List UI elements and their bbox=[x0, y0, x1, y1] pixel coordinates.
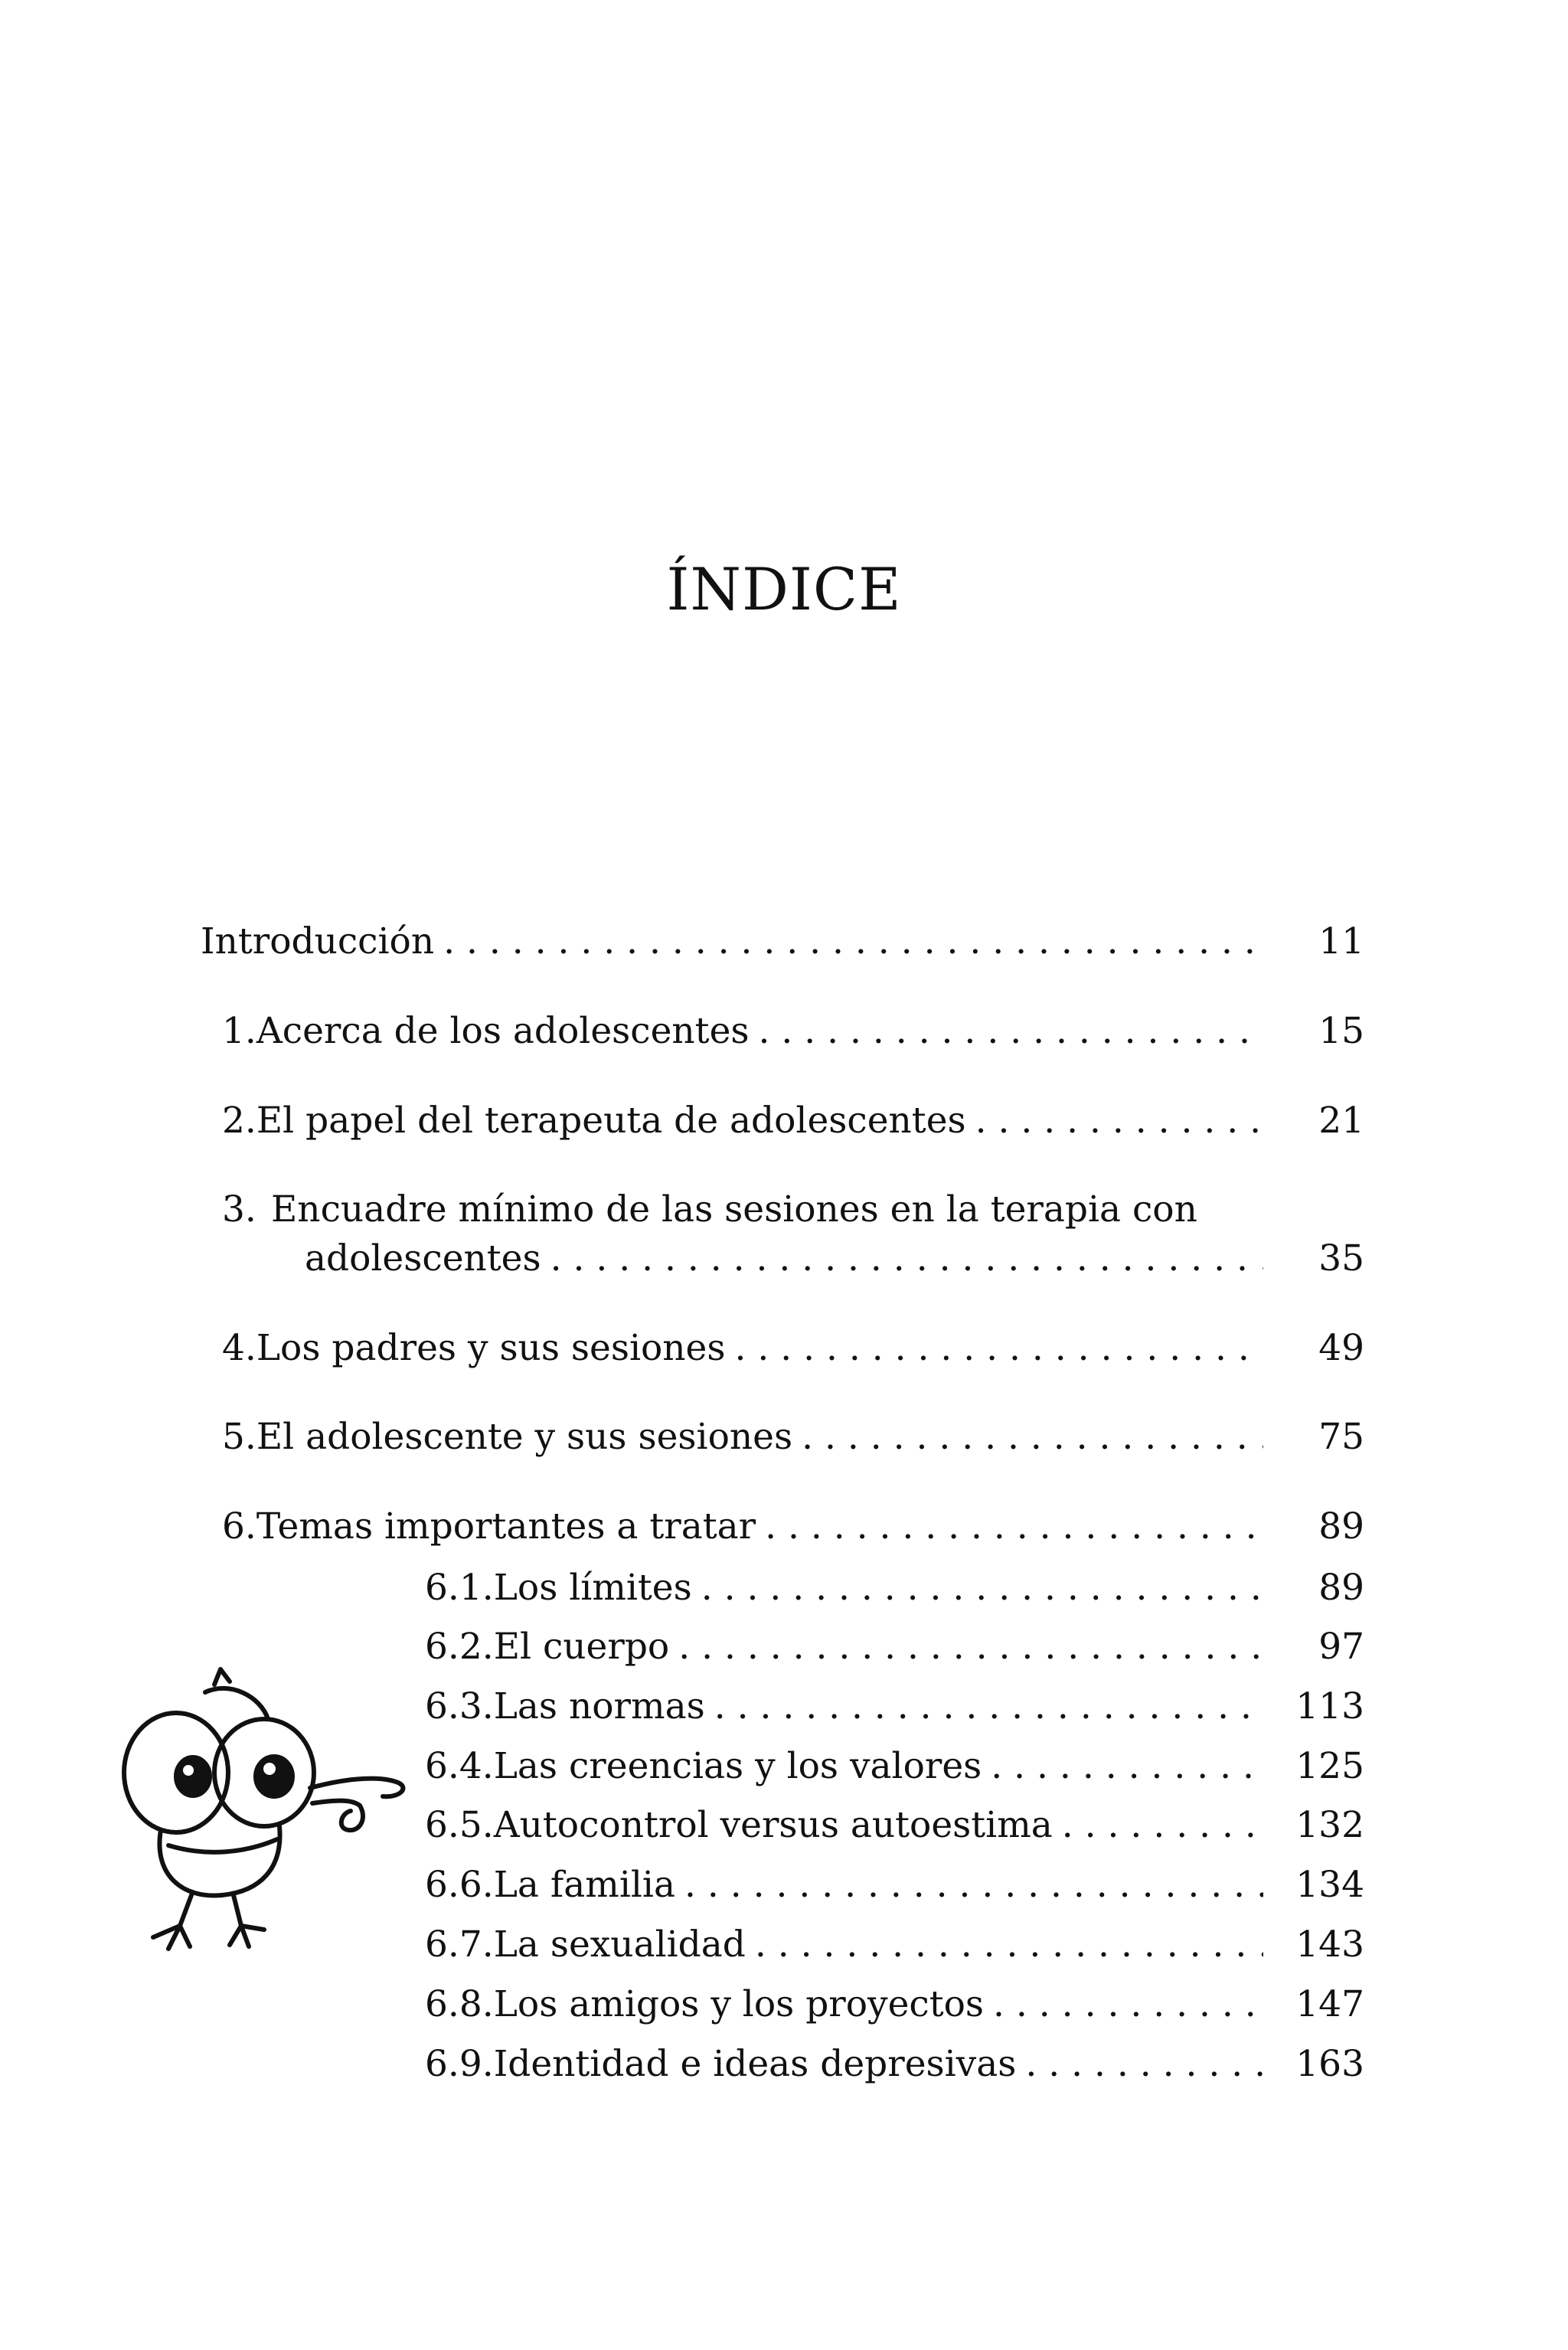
leader-dots bbox=[550, 1236, 1263, 1282]
toc-entry-page: 97 bbox=[1318, 1626, 1364, 1668]
toc-entry-number: 6.9. bbox=[425, 2043, 494, 2085]
toc-entry-3[interactable] bbox=[305, 1236, 1272, 1282]
leader-dots bbox=[443, 919, 1263, 965]
pointing-bird-icon bbox=[107, 1662, 413, 1983]
toc-subentry-6-8[interactable] bbox=[425, 1982, 1272, 2028]
toc-entry-number: 1. bbox=[222, 1010, 256, 1052]
toc-entry-page: 75 bbox=[1318, 1416, 1364, 1458]
toc-entry-label: Autocontrol versus autoestima bbox=[493, 1804, 1053, 1846]
toc-entry-label: Encuadre mínimo de las sesiones en la terapia con bbox=[271, 1188, 1197, 1231]
toc-entry-label: Las creencias y los valores bbox=[493, 1745, 982, 1787]
toc-entry-label: Identidad e ideas depresivas bbox=[493, 2043, 1017, 2085]
leader-dots bbox=[991, 1744, 1263, 1789]
toc-entry-page: 125 bbox=[1295, 1745, 1364, 1787]
toc-entry-label: Los padres y sus sesiones bbox=[256, 1327, 726, 1369]
toc-entry-number: 6.4. bbox=[425, 1745, 494, 1787]
toc-entry-label: La familia bbox=[493, 1864, 675, 1906]
toc-entry-6[interactable] bbox=[222, 1504, 1272, 1550]
toc-entry-5[interactable] bbox=[222, 1414, 1272, 1460]
toc-entry-page: 163 bbox=[1295, 2043, 1364, 2085]
toc-entry-intro[interactable] bbox=[201, 919, 1272, 965]
leader-dots bbox=[802, 1414, 1263, 1460]
toc-entry-label: El papel del terapeuta de adolescentes bbox=[256, 1100, 966, 1142]
toc-entry-page: 21 bbox=[1318, 1100, 1364, 1142]
toc-entry-page: 143 bbox=[1295, 1923, 1364, 1966]
toc-entry-page: 132 bbox=[1295, 1804, 1364, 1846]
toc-subentry-6-1[interactable] bbox=[425, 1565, 1272, 1611]
leader-dots bbox=[759, 1008, 1263, 1054]
toc-subentry-6-2[interactable] bbox=[425, 1624, 1272, 1670]
toc-entry-2[interactable] bbox=[222, 1098, 1272, 1144]
toc-entry-1[interactable] bbox=[222, 1008, 1272, 1054]
toc-entry-page: 113 bbox=[1295, 1685, 1364, 1727]
toc-entry-number: 6.8. bbox=[425, 1983, 494, 2025]
leader-dots bbox=[975, 1098, 1263, 1144]
toc-subentry-6-9[interactable] bbox=[425, 2041, 1272, 2087]
toc-entry-label: El adolescente y sus sesiones bbox=[256, 1416, 793, 1458]
toc-entry-label: El cuerpo bbox=[493, 1626, 670, 1668]
toc-entry-label: Introducción bbox=[201, 920, 435, 963]
leader-dots bbox=[714, 1684, 1263, 1730]
toc-entry-label: Los amigos y los proyectos bbox=[493, 1983, 985, 2025]
toc-entry-page: 89 bbox=[1318, 1505, 1364, 1548]
toc-entry-number: 6.2. bbox=[425, 1626, 494, 1668]
toc-entry-number: 6.6. bbox=[425, 1864, 494, 1906]
toc-entry-label: Temas importantes a tratar bbox=[256, 1505, 756, 1548]
toc-entry-page: 15 bbox=[1318, 1010, 1364, 1052]
leader-dots bbox=[1025, 2041, 1263, 2087]
toc-subentry-6-4[interactable] bbox=[425, 1744, 1272, 1789]
toc-entry-number: 6.7. bbox=[425, 1923, 494, 1966]
leader-dots bbox=[701, 1565, 1263, 1611]
toc-entry-label: Los límites bbox=[493, 1567, 692, 1609]
leader-dots bbox=[755, 1922, 1263, 1968]
toc-subentry-6-7[interactable] bbox=[425, 1922, 1272, 1968]
toc-entry-number: 6.5. bbox=[425, 1804, 494, 1846]
toc-entry-number: 6.3. bbox=[425, 1685, 494, 1727]
toc-entry-number: 3. bbox=[222, 1188, 256, 1231]
toc-entry-label: Acerca de los adolescentes bbox=[256, 1010, 750, 1052]
toc-subentry-6-5[interactable] bbox=[425, 1803, 1272, 1848]
toc-entry-page: 134 bbox=[1295, 1864, 1364, 1906]
leader-dots bbox=[684, 1862, 1263, 1908]
leader-dots bbox=[765, 1504, 1263, 1550]
toc-entry-page: 35 bbox=[1318, 1237, 1364, 1280]
toc-entry-number: 2. bbox=[222, 1100, 256, 1142]
toc-entry-page: 49 bbox=[1318, 1327, 1364, 1369]
toc-entry-number: 6.1. bbox=[425, 1567, 494, 1609]
toc-entry-4[interactable] bbox=[222, 1325, 1272, 1371]
page-title: ÍNDICE bbox=[666, 555, 902, 623]
toc-entry-label: Las normas bbox=[493, 1685, 705, 1727]
toc-subentry-6-6[interactable] bbox=[425, 1862, 1272, 1908]
toc-subentry-6-3[interactable] bbox=[425, 1684, 1272, 1730]
leader-dots bbox=[993, 1982, 1263, 2028]
toc-entry-page: 11 bbox=[1318, 920, 1364, 963]
toc-entry-label-continued: adolescentes bbox=[305, 1237, 541, 1280]
toc-entry-label: La sexualidad bbox=[493, 1923, 746, 1966]
toc-entry-3-first-line[interactable] bbox=[222, 1187, 1197, 1233]
leader-dots bbox=[678, 1624, 1263, 1670]
leader-dots bbox=[1062, 1803, 1263, 1848]
leader-dots bbox=[734, 1325, 1263, 1371]
toc-entry-number: 6. bbox=[222, 1505, 256, 1548]
toc-entry-number: 4. bbox=[222, 1327, 256, 1369]
toc-entry-number: 5. bbox=[222, 1416, 256, 1458]
toc-entry-page: 89 bbox=[1318, 1567, 1364, 1609]
toc-entry-page: 147 bbox=[1295, 1983, 1364, 2025]
